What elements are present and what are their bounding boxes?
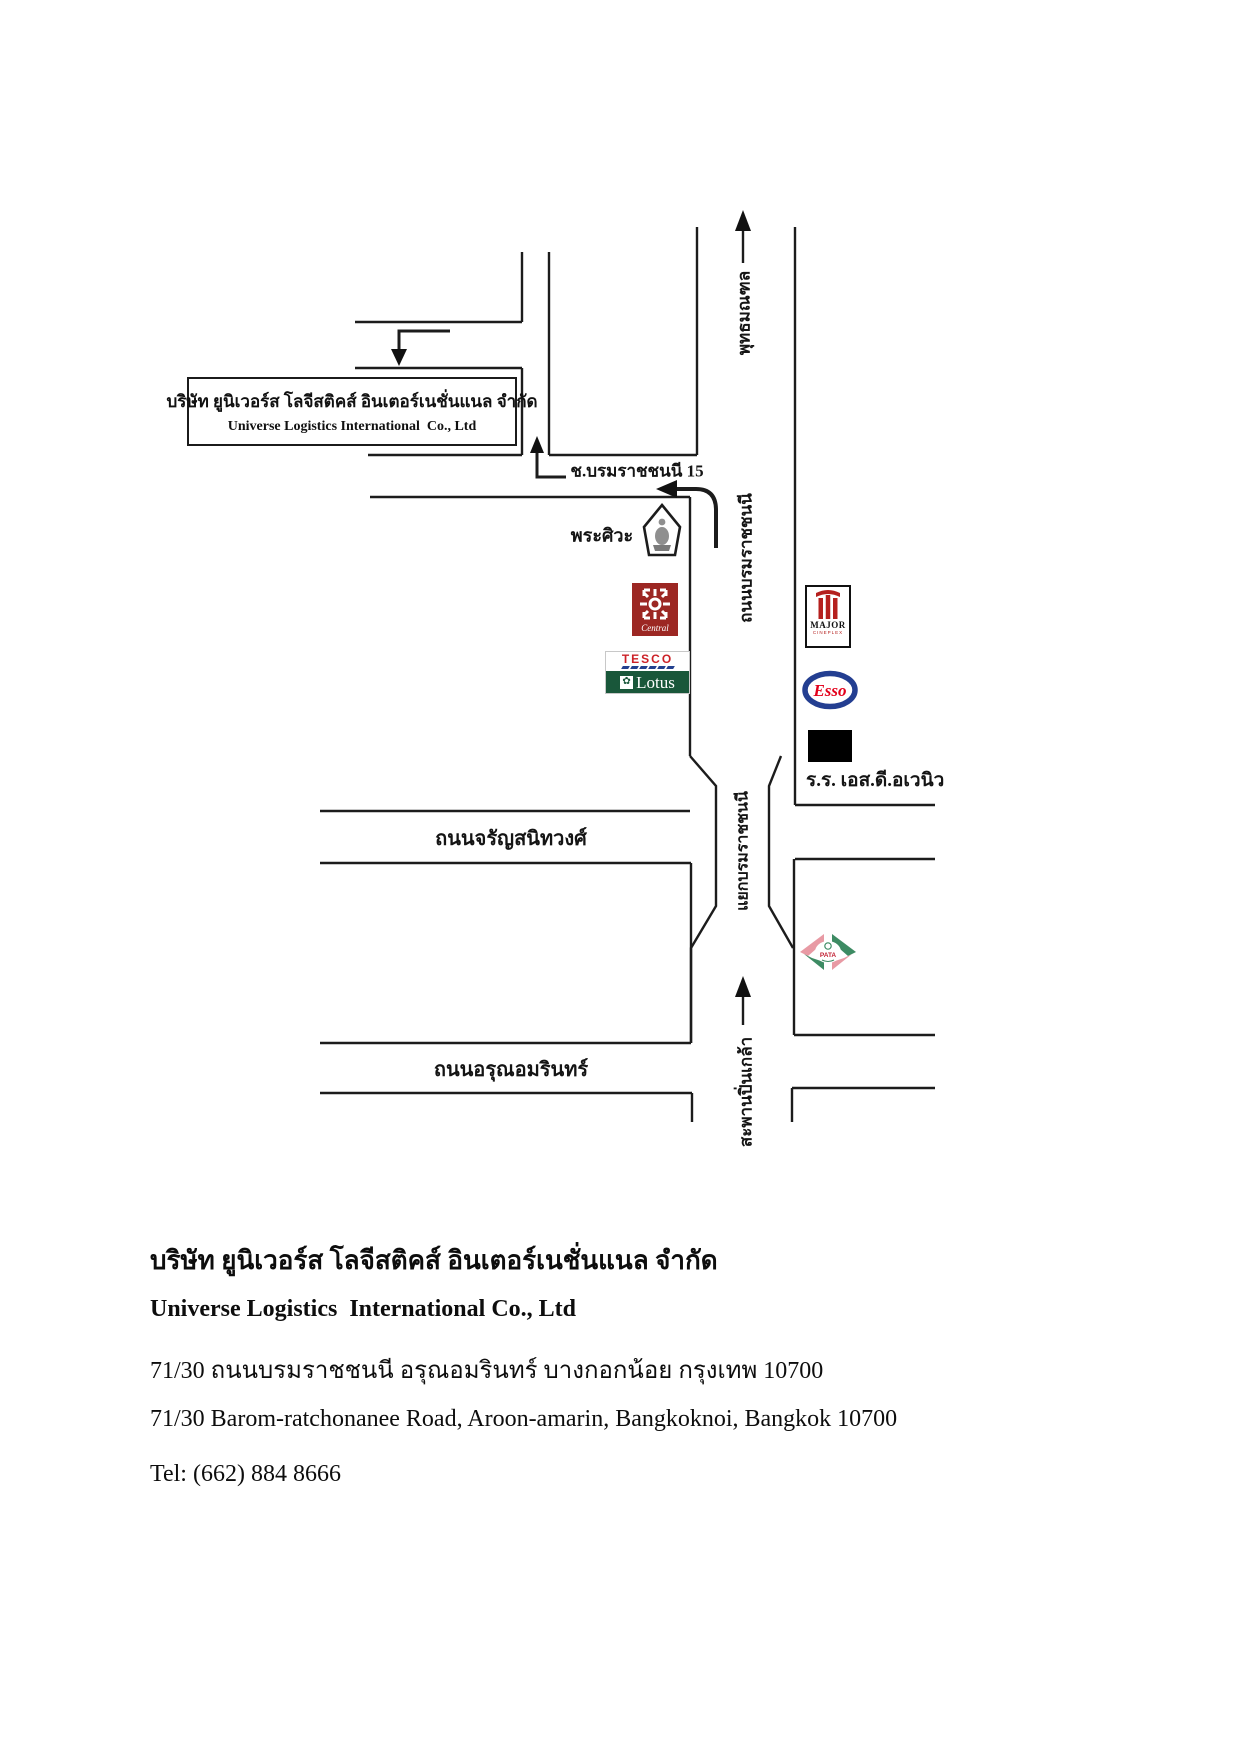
label-saphan-pinklao: สะพานปิ่นเกล้า [736,1036,756,1148]
lotus-logo-band [606,671,689,693]
lotus-flower-icon: ✿ [620,676,633,689]
road-channel-left [690,756,716,1043]
footer-address-en: 71/30 Barom-ratchonanee Road, Aroon-amarin, Bangkoknoi, Bangkok 10700 [150,1406,898,1432]
label-yaek-borommaratchachonnani: แยกบรมราชชนนี [734,791,752,911]
company-box-name-en: Universe Logistics International Co., Ltd [227,419,477,434]
arrow-down-company [391,331,450,366]
major-cineplex-logo [805,585,851,648]
company-box-name-th: บริษัท ยูนิเวอร์ส โลจีสติคส์ อินเตอร์เนชั่นแนล จำกัด [166,392,538,411]
label-soi-borommaratchachonnani-15: ช.บรมราชชนนี 15 [570,461,704,481]
footer-address-th: 71/30 ถนนบรมราชชนนี อรุณอมรินทร์ บางกอกน้อย กรุงเทพ 10700 [150,1358,824,1384]
tesco-logo-top [606,652,689,671]
central-logo [632,583,678,636]
pata-logo-text: PATA [819,952,837,959]
label-phra-siwa: พระศิวะ [570,525,634,546]
central-flower-icon [632,583,678,636]
label-thanon-arunamarin: ถนนอรุณอมรินทร์ [433,1059,589,1081]
road-channel-right [769,756,793,948]
footer-company-name-en: Universe Logistics International Co., Ltd [150,1296,576,1322]
central-logo-text: Central [641,623,669,633]
esso-logo [802,670,858,710]
company-location-box [166,377,538,446]
footer-company-name-th: บริษัท ยูนิเวอร์ส โลจีสติคส์ อินเตอร์เนชั่นแนล จำกัด [150,1246,718,1275]
footer-telephone: Tel: (662) 884 8666 [150,1461,341,1487]
sd-avenue-building-block [808,730,852,762]
cineplex-logo-text: CINEPLEX [812,630,844,635]
arrow-up-bridge [735,976,751,1025]
major-logo-text: MAJOR [810,620,846,630]
label-sd-avenue-school: ร.ร. เอส.ดี.อเวนิว [806,770,945,791]
major-columns-icon [809,587,847,621]
arrow-up-top [735,210,751,263]
label-thanon-borommaratchachonnani: ถนนบรมราชชนนี [736,493,756,623]
tesco-logo-text: TESCO [621,652,674,666]
esso-logo-text: Esso [813,681,847,700]
shrine-icon [644,505,680,555]
tesco-dashes-icon [622,666,674,669]
lotus-logo-text: Lotus [636,672,675,692]
pata-logo [798,933,858,974]
label-thanon-charansanitwong: ถนนจรัญสนิทวงศ์ [435,828,587,850]
tesco-lotus-logo [605,651,690,694]
label-phutthamonthon: พุทธมณฑล [734,270,754,356]
